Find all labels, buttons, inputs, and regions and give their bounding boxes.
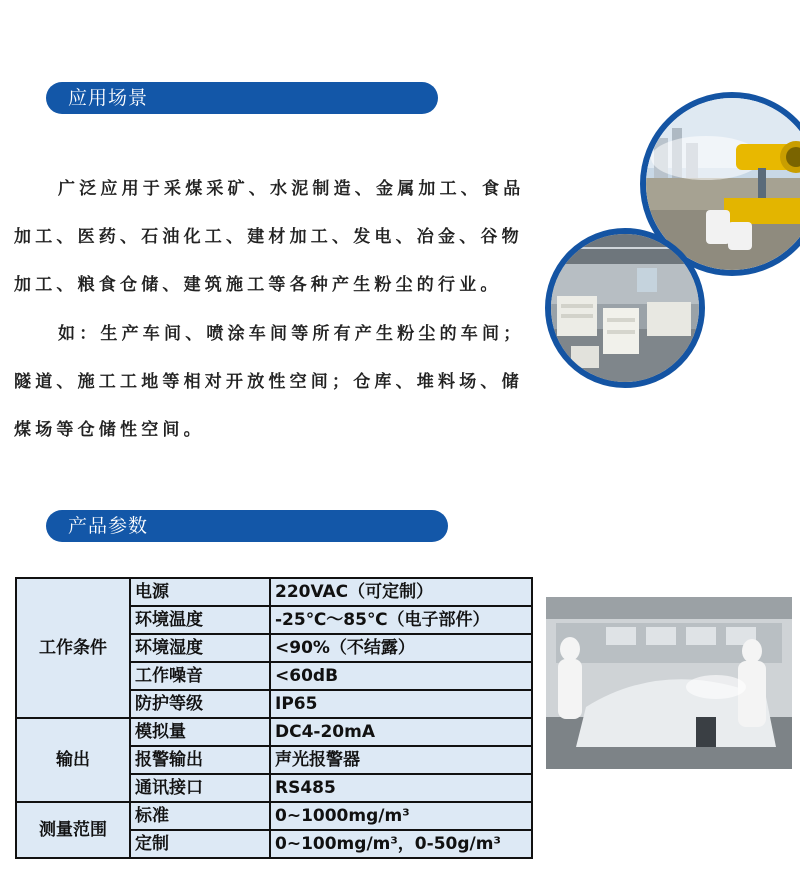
param-name: 标准 bbox=[130, 802, 270, 830]
param-name: 通讯接口 bbox=[130, 774, 270, 802]
param-name: 环境湿度 bbox=[130, 634, 270, 662]
param-value: IP65 bbox=[270, 690, 532, 718]
section-title-parameters: 产品参数 bbox=[68, 515, 149, 537]
category-cell: 输出 bbox=[16, 718, 130, 802]
category-cell: 测量范围 bbox=[16, 802, 130, 858]
param-name: 工作噪音 bbox=[130, 662, 270, 690]
param-value: 220VAC（可定制） bbox=[270, 578, 532, 606]
warehouse-photo bbox=[545, 228, 705, 388]
param-name: 定制 bbox=[130, 830, 270, 858]
param-name: 报警输出 bbox=[130, 746, 270, 774]
section-header-application bbox=[46, 82, 438, 114]
application-paragraph-1: 广泛应用于采煤采矿、水泥制造、金属加工、食品加工、医药、石油化工、建材加工、发电、冶金、谷物加工、粮食仓储、建筑施工等各种产生粉尘的行业。 bbox=[14, 179, 525, 295]
section-title-application: 应用场景 bbox=[68, 87, 149, 109]
param-name: 防护等级 bbox=[130, 690, 270, 718]
param-value: 0~100mg/m³，0-50g/m³ bbox=[270, 830, 532, 858]
param-value: RS485 bbox=[270, 774, 532, 802]
application-paragraph-2: 如：生产车间、喷涂车间等所有产生粉尘的车间；隧道、施工工地等相对开放性空间；仓库、堆料场、储煤场等仓储性空间。 bbox=[14, 324, 525, 440]
table-row bbox=[16, 718, 532, 746]
spray-workshop-illustration bbox=[546, 597, 792, 769]
table-row bbox=[16, 802, 532, 830]
warehouse-illustration bbox=[551, 234, 699, 382]
section-header-parameters bbox=[46, 510, 448, 542]
param-value: 声光报警器 bbox=[270, 746, 532, 774]
param-value: DC4-20mA bbox=[270, 718, 532, 746]
param-value: 0~1000mg/m³ bbox=[270, 802, 532, 830]
param-value: <60dB bbox=[270, 662, 532, 690]
param-name: 模拟量 bbox=[130, 718, 270, 746]
spray-workshop-photo bbox=[546, 597, 792, 769]
category-cell: 工作条件 bbox=[16, 578, 130, 718]
parameters-table bbox=[15, 577, 533, 859]
param-value: <90%（不结露） bbox=[270, 634, 532, 662]
param-value: -25℃～85℃（电子部件） bbox=[270, 606, 532, 634]
table-row bbox=[16, 578, 532, 606]
param-name: 环境温度 bbox=[130, 606, 270, 634]
param-name: 电源 bbox=[130, 578, 270, 606]
